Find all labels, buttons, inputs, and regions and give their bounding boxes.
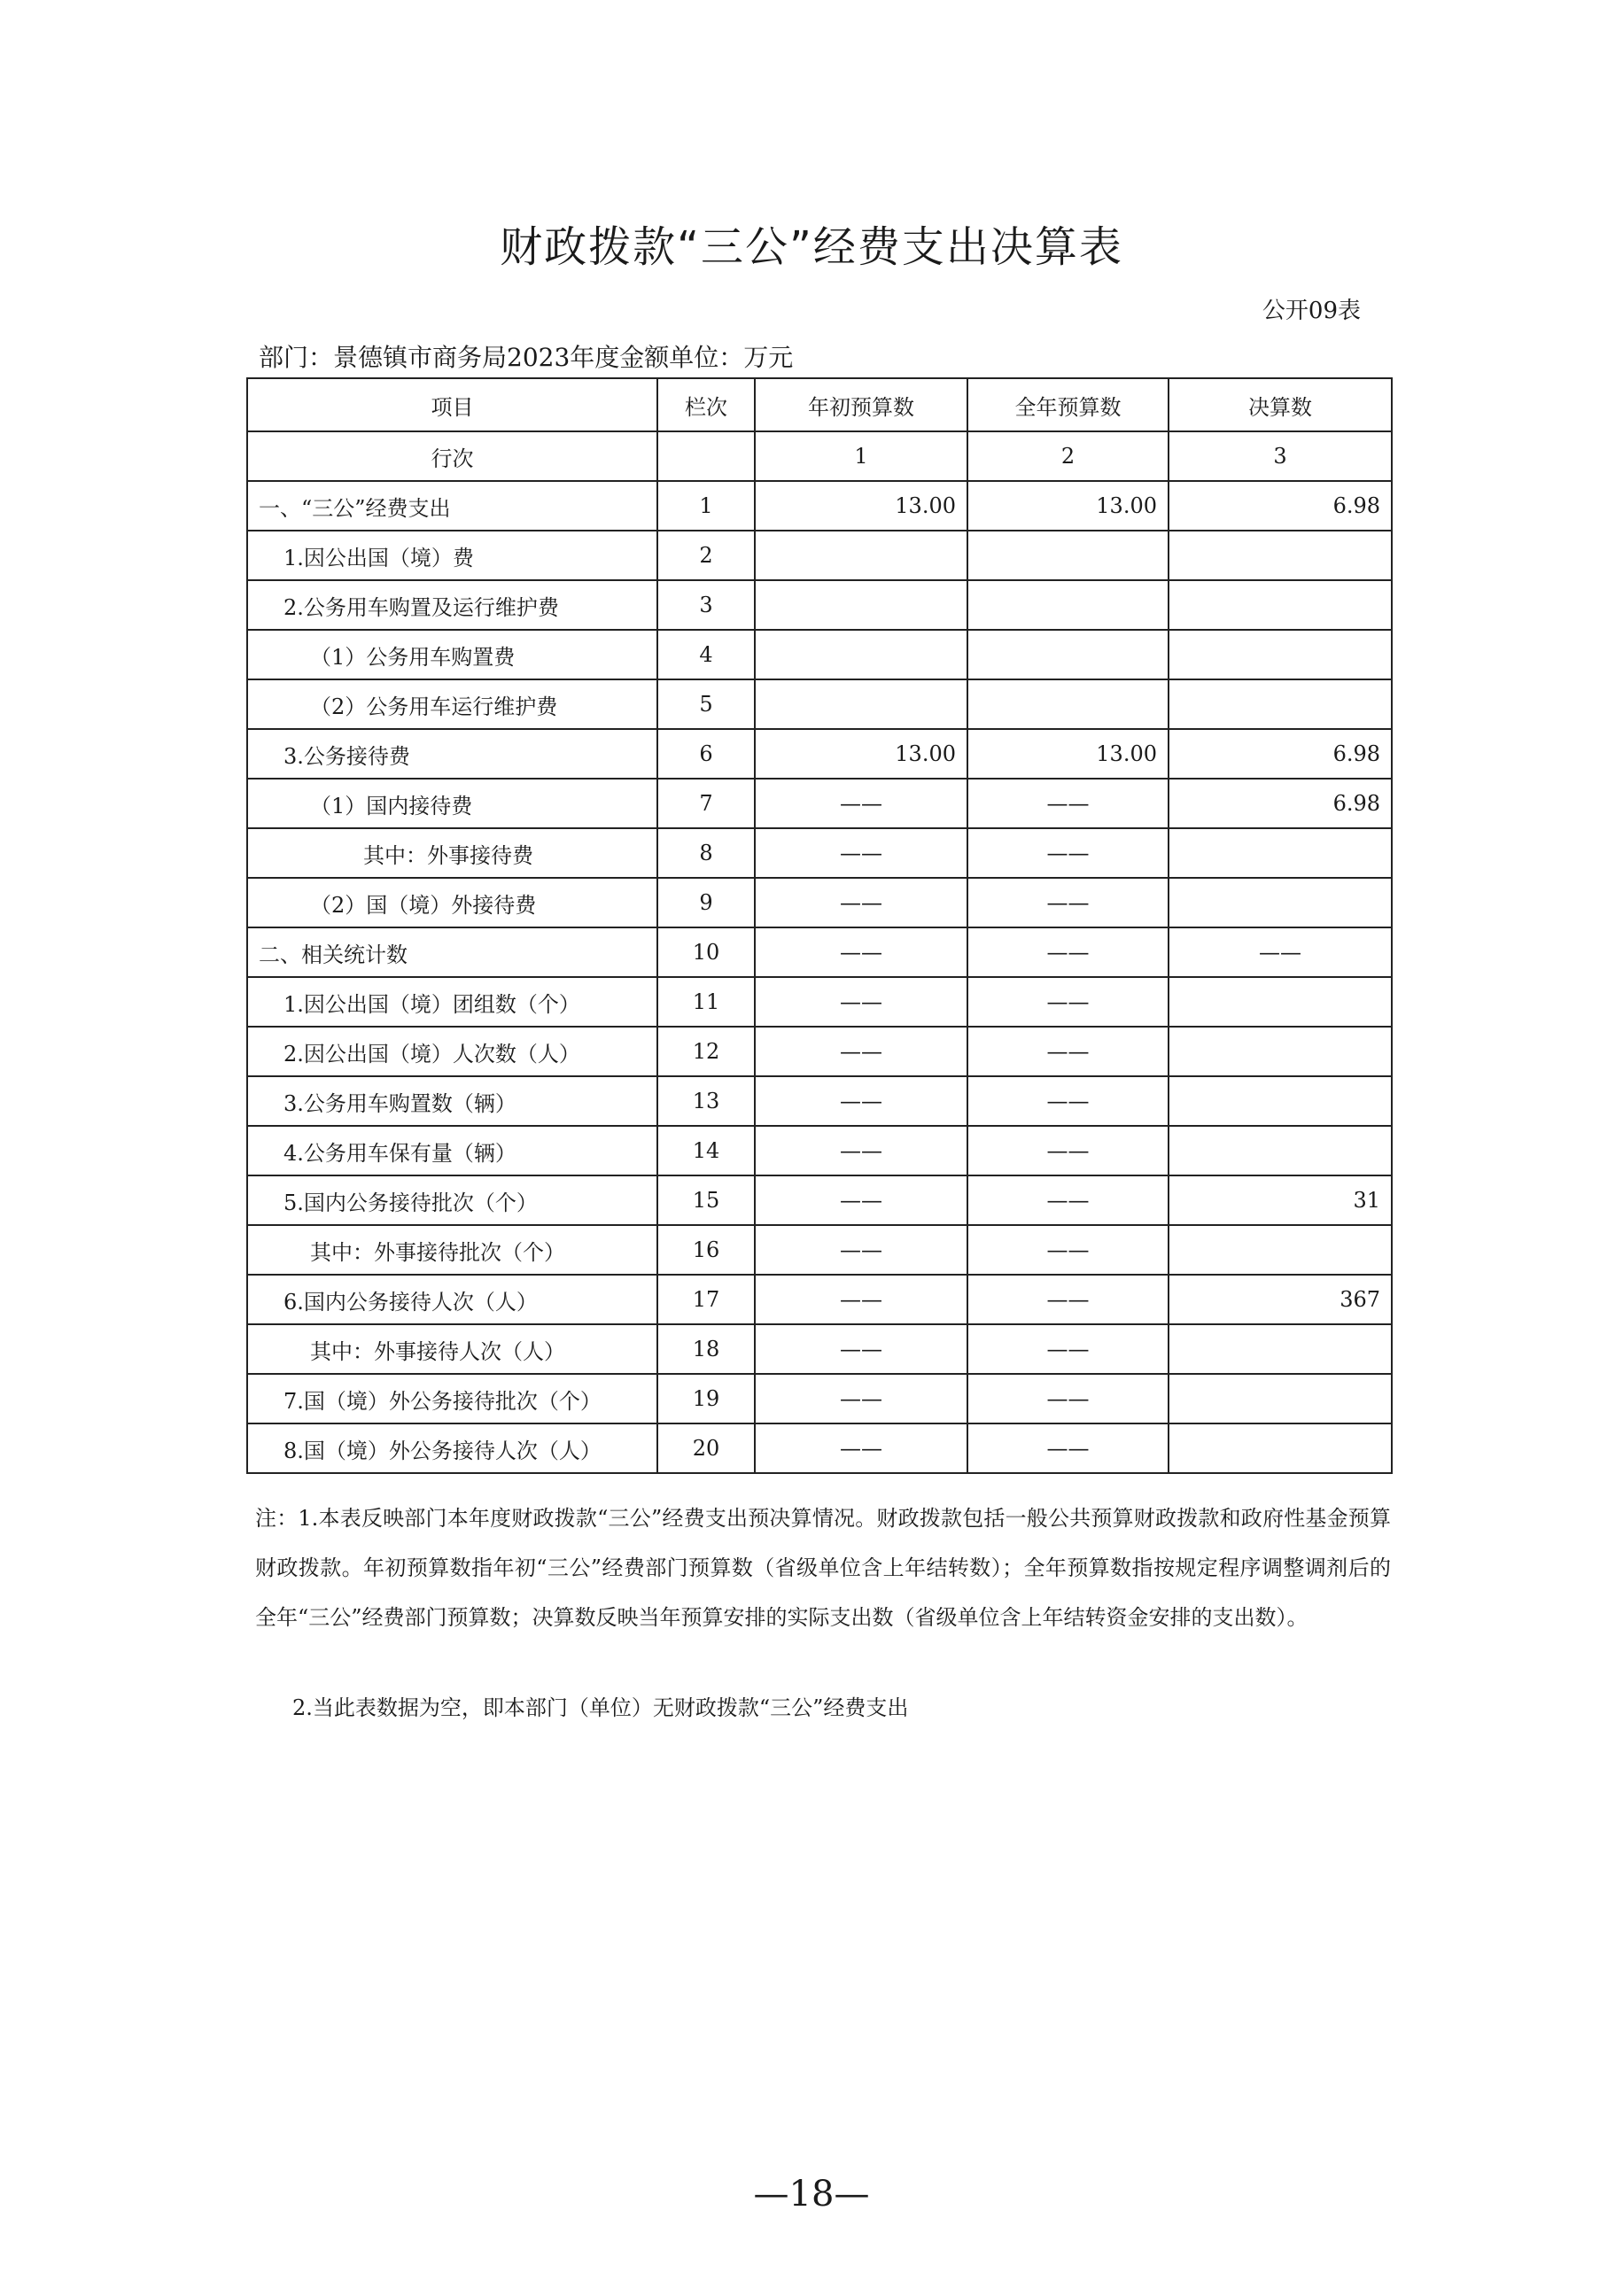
row-final bbox=[1169, 1076, 1392, 1126]
row-budget-full: —— bbox=[967, 977, 1169, 1027]
row-item: 5.国内公务接待批次（个） bbox=[247, 1175, 657, 1225]
row-budget-start: —— bbox=[755, 977, 967, 1027]
row-item: 其中：外事接待批次（个） bbox=[247, 1225, 657, 1275]
row-budget-full: —— bbox=[967, 1225, 1169, 1275]
row-index-label: 行次 bbox=[247, 431, 657, 481]
department-unit-line: 部门：景德镇市商务局2023年度金额单位：万元 bbox=[259, 343, 794, 372]
row-budget-start: —— bbox=[755, 1423, 967, 1473]
row-no: 18 bbox=[657, 1324, 755, 1374]
row-final: 6.98 bbox=[1169, 481, 1392, 531]
table-row bbox=[247, 580, 1392, 630]
row-final bbox=[1169, 630, 1392, 679]
table-row bbox=[247, 481, 1392, 531]
row-budget-full: —— bbox=[967, 927, 1169, 977]
row-budget-full bbox=[967, 630, 1169, 679]
header-budget-start: 年初预算数 bbox=[755, 378, 967, 431]
table-row bbox=[247, 1076, 1392, 1126]
row-final bbox=[1169, 977, 1392, 1027]
row-item: 3.公务用车购置数（辆） bbox=[247, 1076, 657, 1126]
row-budget-full: —— bbox=[967, 1126, 1169, 1175]
row-budget-start: 13.00 bbox=[755, 729, 967, 779]
expense-table bbox=[246, 377, 1393, 1474]
table-row bbox=[247, 1423, 1392, 1473]
header-item: 项目 bbox=[247, 378, 657, 431]
row-item: 二、相关统计数 bbox=[247, 927, 657, 977]
row-no: 15 bbox=[657, 1175, 755, 1225]
row-item: 2.公务用车购置及运行维护费 bbox=[247, 580, 657, 630]
row-budget-start bbox=[755, 531, 967, 580]
row-no: 13 bbox=[657, 1076, 755, 1126]
row-no: 20 bbox=[657, 1423, 755, 1473]
row-budget-start: —— bbox=[755, 828, 967, 878]
row-no: 10 bbox=[657, 927, 755, 977]
table-row bbox=[247, 679, 1392, 729]
row-budget-full: —— bbox=[967, 828, 1169, 878]
row-budget-start: —— bbox=[755, 1225, 967, 1275]
row-final: —— bbox=[1169, 927, 1392, 977]
row-final bbox=[1169, 878, 1392, 927]
row-index-blank bbox=[657, 431, 755, 481]
row-item: 7.国（境）外公务接待批次（个） bbox=[247, 1374, 657, 1423]
row-final bbox=[1169, 1225, 1392, 1275]
table-row bbox=[247, 531, 1392, 580]
row-index-c2: 2 bbox=[967, 431, 1169, 481]
row-item: （1）公务用车购置费 bbox=[247, 630, 657, 679]
row-item: 1.因公出国（境）费 bbox=[247, 531, 657, 580]
row-budget-full: 13.00 bbox=[967, 729, 1169, 779]
page-number: —18— bbox=[753, 2174, 870, 2215]
row-budget-full: —— bbox=[967, 779, 1169, 828]
row-no: 9 bbox=[657, 878, 755, 927]
table-notes: 注：1.本表反映部门本年度财政拨款“三公”经费支出预决算情况。财政拨款包括一般公共预算财政拨款和政府性基金预算财政拨款。年初预算数指年初“三公”经费部门预算数（省级单位含上年结转数）；全年预算数指按规定程序调整调剂后的全年“三公”经费部门预算数；决算数反映当年预算安排的实际支出数（省级单位含上年结转资金安排的支出数）。 bbox=[255, 1506, 1391, 1630]
row-final bbox=[1169, 580, 1392, 630]
row-budget-full: —— bbox=[967, 1275, 1169, 1324]
row-final: 6.98 bbox=[1169, 779, 1392, 828]
row-item: （2）国（境）外接待费 bbox=[247, 878, 657, 927]
table-row bbox=[247, 729, 1392, 779]
row-no: 14 bbox=[657, 1126, 755, 1175]
table-row bbox=[247, 1275, 1392, 1324]
row-budget-start: —— bbox=[755, 1324, 967, 1374]
row-budget-full bbox=[967, 580, 1169, 630]
row-item: 6.国内公务接待人次（人） bbox=[247, 1275, 657, 1324]
row-budget-full: —— bbox=[967, 1076, 1169, 1126]
table-row bbox=[247, 1126, 1392, 1175]
row-budget-start: —— bbox=[755, 779, 967, 828]
header-budget-full: 全年预算数 bbox=[967, 378, 1169, 431]
row-final bbox=[1169, 531, 1392, 580]
header-col: 栏次 bbox=[657, 378, 755, 431]
row-no: 19 bbox=[657, 1374, 755, 1423]
table-note-2: 2.当此表数据为空，即本部门（单位）无财政拨款“三公”经费支出 bbox=[292, 1695, 909, 1720]
row-no: 11 bbox=[657, 977, 755, 1027]
row-budget-start: —— bbox=[755, 1076, 967, 1126]
row-item: 8.国（境）外公务接待人次（人） bbox=[247, 1423, 657, 1473]
row-index-c3: 3 bbox=[1169, 431, 1392, 481]
row-no: 17 bbox=[657, 1275, 755, 1324]
row-item: 其中：外事接待费 bbox=[247, 828, 657, 878]
row-budget-start: 13.00 bbox=[755, 481, 967, 531]
row-final: 367 bbox=[1169, 1275, 1392, 1324]
row-no: 7 bbox=[657, 779, 755, 828]
row-budget-start: —— bbox=[755, 1374, 967, 1423]
row-final bbox=[1169, 1374, 1392, 1423]
row-no: 3 bbox=[657, 580, 755, 630]
row-final bbox=[1169, 679, 1392, 729]
table-row bbox=[247, 1324, 1392, 1374]
row-no: 16 bbox=[657, 1225, 755, 1275]
row-index-row bbox=[247, 431, 1392, 481]
row-budget-start: —— bbox=[755, 927, 967, 977]
row-budget-start bbox=[755, 580, 967, 630]
row-budget-full: —— bbox=[967, 1374, 1169, 1423]
row-budget-full bbox=[967, 531, 1169, 580]
table-row bbox=[247, 1374, 1392, 1423]
row-budget-full: —— bbox=[967, 878, 1169, 927]
row-budget-start bbox=[755, 630, 967, 679]
table-row bbox=[247, 878, 1392, 927]
table-row bbox=[247, 1175, 1392, 1225]
row-final: 31 bbox=[1169, 1175, 1392, 1225]
page-title: 财政拨款“三公”经费支出决算表 bbox=[500, 222, 1123, 272]
row-budget-start: —— bbox=[755, 878, 967, 927]
row-index-c1: 1 bbox=[755, 431, 967, 481]
table-row bbox=[247, 1027, 1392, 1076]
row-item: （1）国内接待费 bbox=[247, 779, 657, 828]
row-budget-start: —— bbox=[755, 1027, 967, 1076]
table-row bbox=[247, 779, 1392, 828]
row-final bbox=[1169, 828, 1392, 878]
row-budget-start: —— bbox=[755, 1275, 967, 1324]
row-budget-start: —— bbox=[755, 1126, 967, 1175]
table-row bbox=[247, 630, 1392, 679]
row-final: 6.98 bbox=[1169, 729, 1392, 779]
table-row bbox=[247, 927, 1392, 977]
row-item: 其中：外事接待人次（人） bbox=[247, 1324, 657, 1374]
row-final bbox=[1169, 1423, 1392, 1473]
row-no: 12 bbox=[657, 1027, 755, 1076]
row-final bbox=[1169, 1126, 1392, 1175]
row-budget-full: —— bbox=[967, 1423, 1169, 1473]
row-final bbox=[1169, 1324, 1392, 1374]
row-no: 6 bbox=[657, 729, 755, 779]
row-budget-full: —— bbox=[967, 1175, 1169, 1225]
row-item: 一、“三公”经费支出 bbox=[247, 481, 657, 531]
row-item: 4.公务用车保有量（辆） bbox=[247, 1126, 657, 1175]
row-item: 1.因公出国（境）团组数（个） bbox=[247, 977, 657, 1027]
row-item: 2.因公出国（境）人次数（人） bbox=[247, 1027, 657, 1076]
form-code: 公开09表 bbox=[1262, 298, 1361, 324]
table-row bbox=[247, 828, 1392, 878]
table-row bbox=[247, 977, 1392, 1027]
row-item: （2）公务用车运行维护费 bbox=[247, 679, 657, 729]
row-no: 8 bbox=[657, 828, 755, 878]
row-no: 2 bbox=[657, 531, 755, 580]
row-budget-full: —— bbox=[967, 1027, 1169, 1076]
row-final bbox=[1169, 1027, 1392, 1076]
row-no: 4 bbox=[657, 630, 755, 679]
row-budget-full: 13.00 bbox=[967, 481, 1169, 531]
row-budget-start bbox=[755, 679, 967, 729]
row-no: 1 bbox=[657, 481, 755, 531]
row-budget-start: —— bbox=[755, 1175, 967, 1225]
row-item: 3.公务接待费 bbox=[247, 729, 657, 779]
row-budget-full bbox=[967, 679, 1169, 729]
header-final: 决算数 bbox=[1169, 378, 1392, 431]
table-row bbox=[247, 1225, 1392, 1275]
table-header-row bbox=[247, 378, 1392, 431]
row-no: 5 bbox=[657, 679, 755, 729]
row-budget-full: —— bbox=[967, 1324, 1169, 1374]
